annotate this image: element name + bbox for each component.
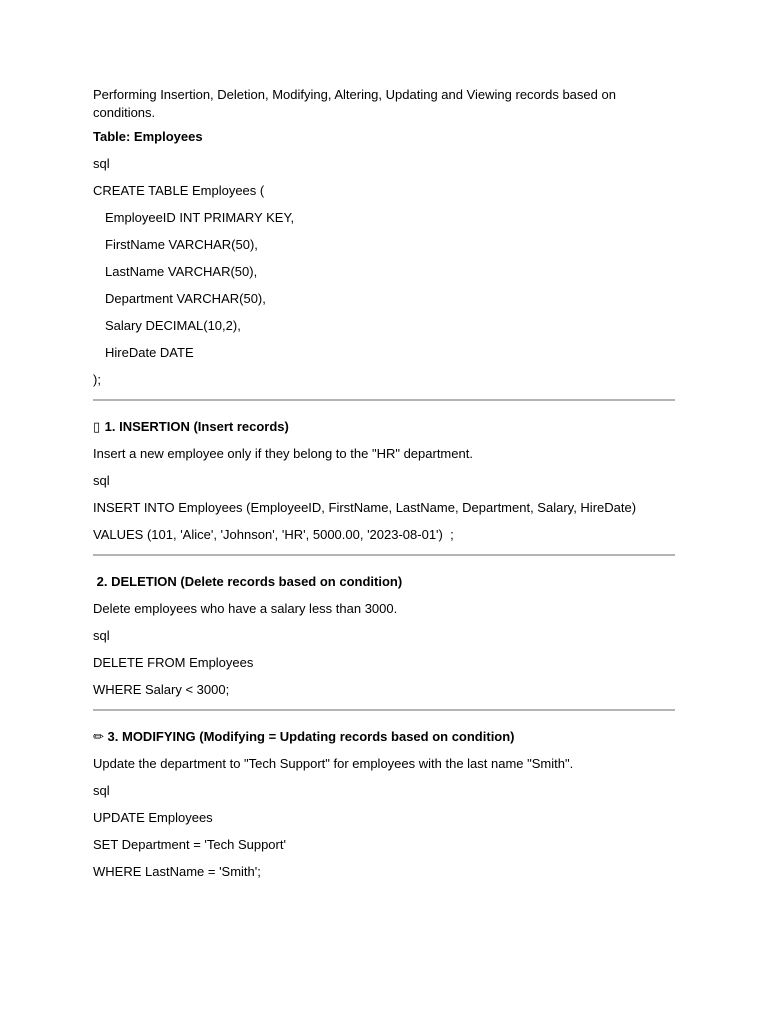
section-deletion [93,573,675,699]
section-heading [93,573,675,591]
code-line: Salary DECIMAL(10,2), [105,318,241,333]
intro-text: Performing Insertion, Deletion, Modifying, Altering, Updating and Viewing records based on conditions. [93,87,620,120]
section-lang-label: sql [93,783,110,798]
code-line: SET Department = 'Tech Support' [93,837,286,852]
code-line: DELETE FROM Employees [93,655,254,670]
create-table-code [93,182,675,389]
section-description: Delete employees who have a salary less than 3000. [93,601,398,616]
section-description: Update the department to "Tech Support" for employees with the last name "Smith". [93,756,574,771]
code-line: INSERT INTO Employees (EmployeeID, FirstName, LastName, Department, Salary, HireDate) [93,500,637,515]
code-line: WHERE Salary < 3000; [93,682,230,697]
divider [93,709,675,711]
section-heading [93,728,675,746]
section-lang-label: sql [93,473,110,488]
code-line: Department VARCHAR(50), [105,291,266,306]
code-line: LastName VARCHAR(50), [105,264,258,279]
code-line: ); [93,372,101,387]
table-heading: Table: Employees [93,129,203,144]
section-heading-text: 1. INSERTION (Insert records) [104,419,289,434]
section-insertion [93,418,675,544]
code-line: HireDate DATE [105,345,194,360]
divider [93,399,675,401]
code-line: VALUES (101, 'Alice', 'Johnson', 'HR', 5000.00, '2023-08-01') ; [93,527,454,542]
section-heading-text: 2. DELETION (Delete records based on condition) [96,574,403,589]
section-modifying [93,728,675,881]
document-page [93,86,675,881]
divider [93,554,675,556]
code-line: UPDATE Employees [93,810,213,825]
pencil-icon: ✏ [93,729,104,744]
section-heading [93,418,675,436]
section-lang-label: sql [93,628,110,643]
section-heading-text: 3. MODIFYING (Modifying = Updating records based on condition) [107,729,515,744]
code-line: CREATE TABLE Employees ( [93,183,265,198]
code-line: WHERE LastName = 'Smith'; [93,864,261,879]
create-lang-label: sql [93,156,110,171]
code-line: EmployeeID INT PRIMARY KEY, [105,210,295,225]
section-description: Insert a new employee only if they belong to the "HR" department. [93,446,473,461]
box-icon: ▯ [93,419,101,434]
code-line: FirstName VARCHAR(50), [105,237,258,252]
